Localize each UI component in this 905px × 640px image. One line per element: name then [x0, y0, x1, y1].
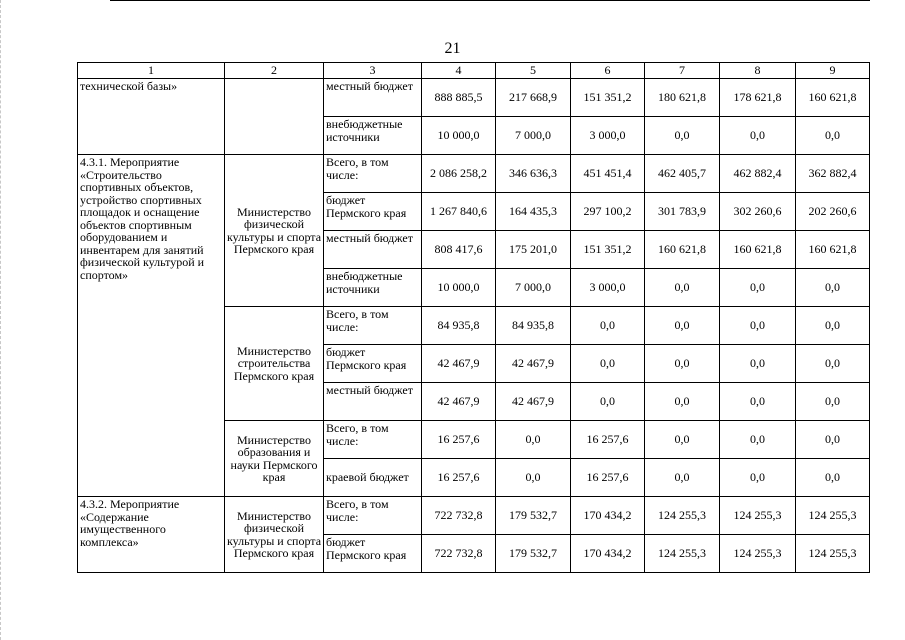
measure-name-cell: технической базы»	[78, 79, 225, 155]
value-cell: 202 260,6	[796, 193, 870, 231]
budget-table	[77, 62, 870, 573]
value-cell: 0,0	[796, 459, 870, 497]
source-cell: бюджет Пермского края	[324, 345, 422, 383]
value-cell: 164 435,3	[496, 193, 571, 231]
value-cell: 170 434,2	[571, 497, 645, 535]
value-cell: 0,0	[796, 307, 870, 345]
value-cell: 301 783,9	[645, 193, 720, 231]
value-cell: 124 255,3	[720, 497, 796, 535]
value-cell: 362 882,4	[796, 155, 870, 193]
table-row	[78, 155, 870, 193]
header-cell: 6	[571, 63, 645, 79]
value-cell: 42 467,9	[496, 345, 571, 383]
value-cell: 0,0	[796, 383, 870, 421]
value-cell: 722 732,8	[422, 535, 496, 573]
page-number: 21	[444, 40, 461, 57]
value-cell: 462 405,7	[645, 155, 720, 193]
value-cell: 302 260,6	[720, 193, 796, 231]
value-cell: 0,0	[645, 269, 720, 307]
value-cell: 179 532,7	[496, 497, 571, 535]
value-cell: 0,0	[720, 269, 796, 307]
org-cell	[225, 79, 324, 155]
value-cell: 179 532,7	[496, 535, 571, 573]
value-cell: 808 417,6	[422, 231, 496, 269]
value-cell: 10 000,0	[422, 269, 496, 307]
table-row	[78, 497, 870, 535]
source-cell: местный бюджет	[324, 231, 422, 269]
value-cell: 0,0	[720, 459, 796, 497]
value-cell: 0,0	[720, 345, 796, 383]
source-cell: бюджет Пермского края	[324, 535, 422, 573]
org-cell: Министерство физической культуры и спорта Пермского края	[225, 497, 324, 573]
value-cell: 7 000,0	[496, 117, 571, 155]
value-cell: 0,0	[645, 117, 720, 155]
header-cell: 1	[78, 63, 225, 79]
value-cell: 0,0	[571, 345, 645, 383]
value-cell: 0,0	[645, 345, 720, 383]
value-cell: 16 257,6	[571, 421, 645, 459]
org-cell: Министерство физической культуры и спорта Пермского края	[225, 155, 324, 307]
value-cell: 346 636,3	[496, 155, 571, 193]
value-cell: 0,0	[496, 421, 571, 459]
value-cell: 0,0	[720, 421, 796, 459]
value-cell: 0,0	[571, 383, 645, 421]
value-cell: 160 621,8	[720, 231, 796, 269]
value-cell: 0,0	[645, 383, 720, 421]
value-cell: 462 882,4	[720, 155, 796, 193]
table-row	[78, 79, 870, 117]
source-cell: Всего, в том числе:	[324, 307, 422, 345]
value-cell: 180 621,8	[645, 79, 720, 117]
value-cell: 151 351,2	[571, 231, 645, 269]
value-cell: 0,0	[720, 117, 796, 155]
source-cell: внебюджетные источники	[324, 269, 422, 307]
value-cell: 16 257,6	[422, 459, 496, 497]
value-cell: 124 255,3	[645, 497, 720, 535]
org-cell: Министерство строительства Пермского края	[225, 307, 324, 421]
value-cell: 0,0	[720, 307, 796, 345]
header-cell: 3	[324, 63, 422, 79]
value-cell: 16 257,6	[422, 421, 496, 459]
header-cell: 5	[496, 63, 571, 79]
value-cell: 722 732,8	[422, 497, 496, 535]
source-cell: местный бюджет	[324, 383, 422, 421]
value-cell: 42 467,9	[422, 345, 496, 383]
value-cell: 2 086 258,2	[422, 155, 496, 193]
source-cell: Всего, в том числе:	[324, 155, 422, 193]
top-border-line	[110, 0, 870, 1]
value-cell: 42 467,9	[496, 383, 571, 421]
value-cell: 178 621,8	[720, 79, 796, 117]
source-cell: местный бюджет	[324, 79, 422, 117]
value-cell: 84 935,8	[496, 307, 571, 345]
value-cell: 0,0	[645, 421, 720, 459]
value-cell: 0,0	[571, 307, 645, 345]
value-cell: 170 434,2	[571, 535, 645, 573]
source-cell: Всего, в том числе:	[324, 497, 422, 535]
value-cell: 451 451,4	[571, 155, 645, 193]
scan-edge-marks	[0, 0, 7, 640]
value-cell: 3 000,0	[571, 117, 645, 155]
value-cell: 1 267 840,6	[422, 193, 496, 231]
value-cell: 84 935,8	[422, 307, 496, 345]
header-cell: 4	[422, 63, 496, 79]
header-cell: 7	[645, 63, 720, 79]
header-cell: 9	[796, 63, 870, 79]
value-cell: 0,0	[796, 269, 870, 307]
value-cell: 297 100,2	[571, 193, 645, 231]
header-cell: 2	[225, 63, 324, 79]
value-cell: 0,0	[796, 345, 870, 383]
value-cell: 42 467,9	[422, 383, 496, 421]
value-cell: 124 255,3	[796, 497, 870, 535]
value-cell: 10 000,0	[422, 117, 496, 155]
header-cell: 8	[720, 63, 796, 79]
org-cell: Министерство образования и науки Пермского края	[225, 421, 324, 497]
source-cell: внебюджетные источники	[324, 117, 422, 155]
value-cell: 175 201,0	[496, 231, 571, 269]
value-cell: 16 257,6	[571, 459, 645, 497]
value-cell: 124 255,3	[720, 535, 796, 573]
value-cell: 0,0	[645, 459, 720, 497]
measure-name-cell: 4.3.2. Мероприятие «Содержание имущественного комплекса»	[78, 497, 225, 573]
value-cell: 3 000,0	[571, 269, 645, 307]
value-cell: 888 885,5	[422, 79, 496, 117]
source-cell: бюджет Пермского края	[324, 193, 422, 231]
header-row	[78, 63, 870, 79]
value-cell: 0,0	[796, 117, 870, 155]
value-cell: 0,0	[796, 421, 870, 459]
value-cell: 160 621,8	[645, 231, 720, 269]
value-cell: 124 255,3	[645, 535, 720, 573]
value-cell: 0,0	[645, 307, 720, 345]
value-cell: 7 000,0	[496, 269, 571, 307]
measure-name-cell: 4.3.1. Мероприятие «Строительство спортивных объектов, устройство спортивных площадок и оснащение объектов спортивным оборудованием и инвентарем для занятий физической культурой и спортом»	[78, 155, 225, 497]
value-cell: 217 668,9	[496, 79, 571, 117]
value-cell: 160 621,8	[796, 79, 870, 117]
value-cell: 0,0	[496, 459, 571, 497]
source-cell: краевой бюджет	[324, 459, 422, 497]
value-cell: 160 621,8	[796, 231, 870, 269]
value-cell: 151 351,2	[571, 79, 645, 117]
source-cell: Всего, в том числе:	[324, 421, 422, 459]
value-cell: 0,0	[720, 383, 796, 421]
value-cell: 124 255,3	[796, 535, 870, 573]
